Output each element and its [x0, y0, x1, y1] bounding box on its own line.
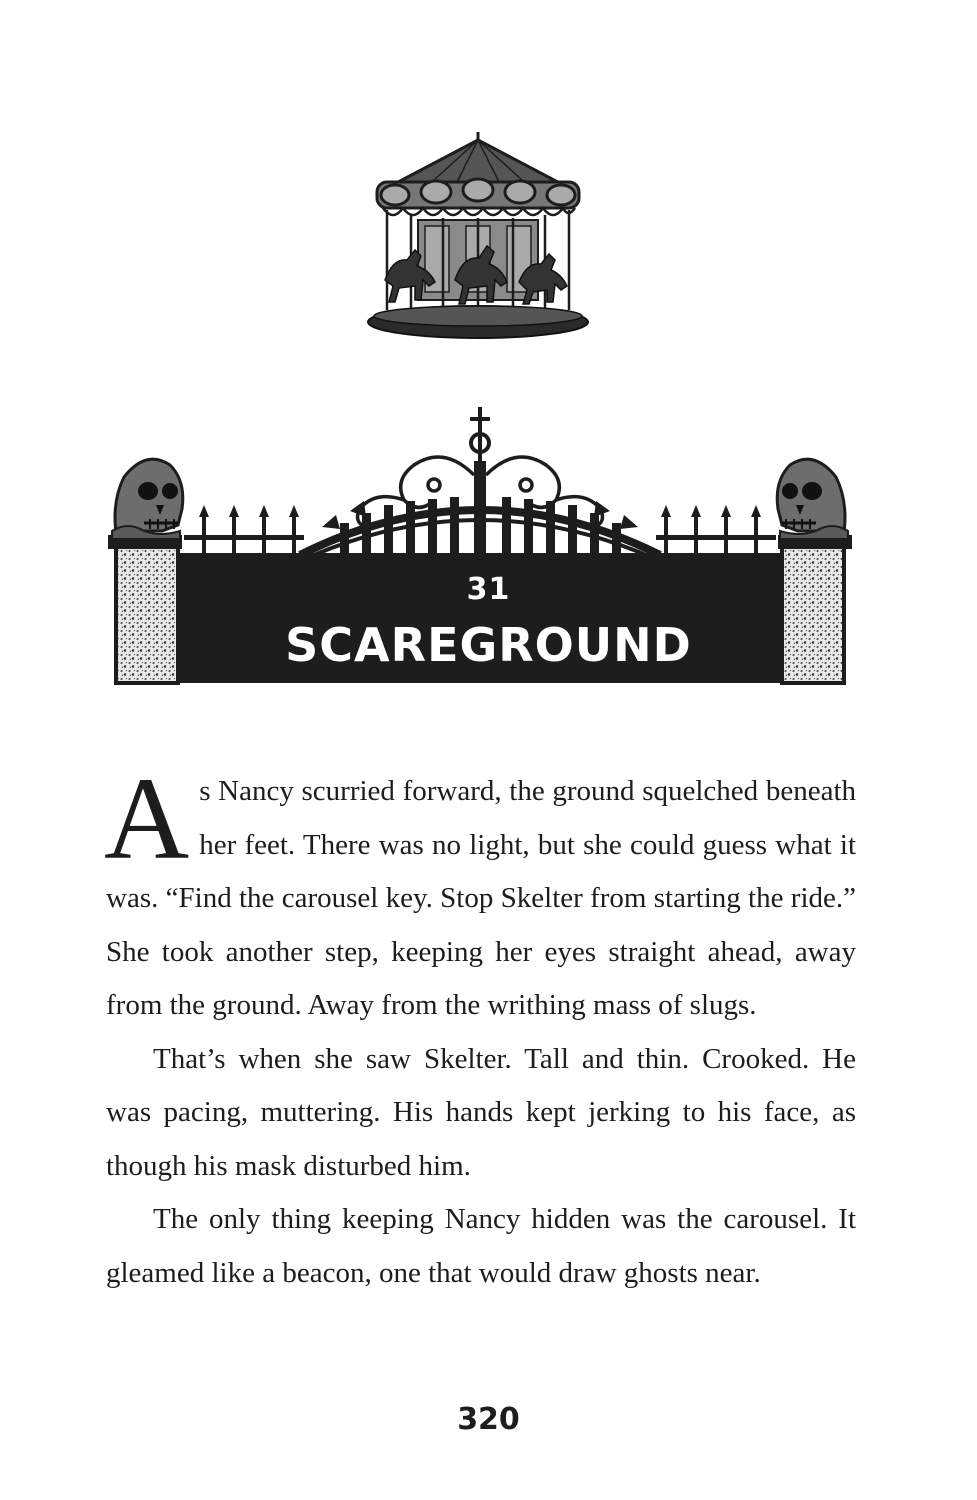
page-number: 320: [457, 1402, 520, 1437]
paragraph: That’s when she saw Skelter. Tall and thin. Crooked. He was pacing, muttering. His hands kept jerking to his face, as though his mask disturbed him.: [106, 1042, 856, 1182]
right-skull-icon: [777, 459, 848, 539]
paragraph: The only thing keeping Nancy hidden was the carousel. It gleamed like a beacon, one that would draw ghosts near.: [106, 1203, 856, 1289]
drop-cap: A: [104, 753, 190, 884]
chapter-title: SCAREGROUND: [285, 618, 692, 672]
paragraph-text: s Nancy scurried forward, the ground squelched beneath her feet. There was no light, but she could guess what it was. “Find the carousel key. Stop Skelter from starting the ride.” She took another step, keeping her eyes straight ahead, away from the ground. Away from the writhing mass of slugs.: [106, 775, 856, 1021]
paragraph: [104, 753, 856, 1033]
chapter-number: 31: [466, 572, 511, 607]
chapter-body: [104, 753, 856, 1300]
left-skull-icon: [112, 459, 183, 539]
carousel-illustration: [363, 130, 593, 345]
